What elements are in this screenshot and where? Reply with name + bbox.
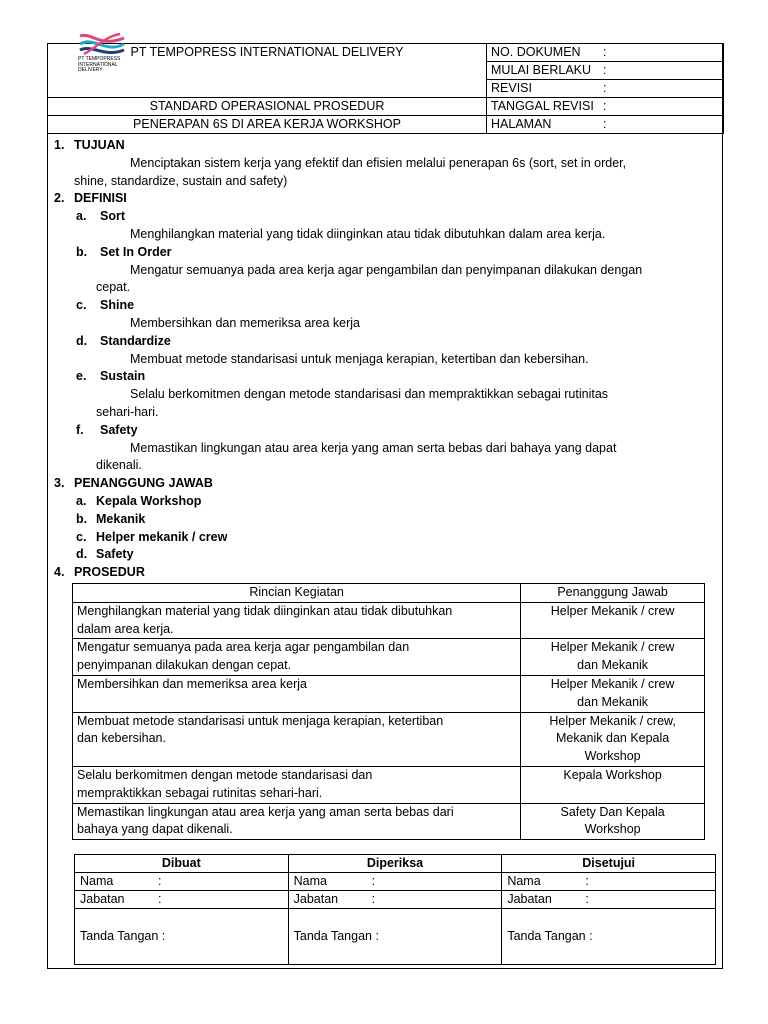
table-row: [73, 803, 705, 840]
disetujui-jabatan: Jabatan :: [502, 891, 716, 909]
column-dibuat: Dibuat: [75, 855, 289, 873]
dibuat-nama: Nama :: [75, 873, 289, 891]
diperiksa-nama: Nama :: [288, 873, 502, 891]
column-header-penanggung: Penanggung Jawab: [521, 584, 705, 603]
tujuan-text: Menciptakan sistem kerja yang efektif dan efisien melalui penerapan 6s (sort, set in order,: [130, 155, 627, 170]
disetujui-tanda-tangan: Tanda Tangan :: [502, 909, 716, 965]
rincian-kegiatan: Membuat metode standarisasi untuk menjaga kerapian, ketertiban dan kebersihan.: [73, 712, 521, 766]
definisi-text: sehari-hari.: [96, 404, 159, 419]
section-prosedur-heading: 4. PROSEDUR: [54, 565, 145, 580]
diperiksa-jabatan: Jabatan :: [288, 891, 502, 909]
penanggung-item: d. Safety: [76, 547, 134, 562]
column-diperiksa: Diperiksa: [288, 855, 502, 873]
penanggung-jawab: Safety Dan Kepala Workshop: [521, 803, 705, 840]
field-revisi: REVISI :: [487, 80, 724, 98]
definisi-text: Menghilangkan material yang tidak diinginkan atau tidak dibutuhkan dalam area kerja.: [130, 226, 606, 241]
penanggung-item: a. Kepala Workshop: [76, 493, 202, 508]
penanggung-jawab: Helper Mekanik / crew: [521, 602, 705, 639]
definisi-term: Standardize: [100, 333, 171, 348]
field-no-dokumen: NO. DOKUMEN :: [487, 44, 724, 62]
company-name: PT TEMPOPRESS INTERNATIONAL DELIVERY: [130, 45, 404, 59]
signature-table: [74, 854, 716, 965]
definisi-text: Selalu berkomitmen dengan metode standarisasi dan mempraktikkan sebagai rutinitas: [130, 387, 609, 402]
definisi-item: d. Standardize: [54, 333, 714, 351]
logo-text: PT TEMPOPRESS INTERNATIONAL DELIVERY: [78, 56, 121, 73]
definisi-term: Shine: [100, 298, 135, 313]
field-tanggal-revisi: TANGGAL REVISI :: [487, 98, 724, 116]
penanggung-jawab: Helper Mekanik / crew dan Mekanik: [521, 675, 705, 712]
section-penanggung-heading: 3. PENANGGUNG JAWAB: [54, 476, 213, 491]
definisi-item: a. Sort: [54, 208, 714, 226]
definisi-item: f. Safety: [54, 422, 714, 440]
field-halaman: HALAMAN :: [487, 116, 724, 134]
definisi-text: cepat.: [96, 280, 131, 295]
section-definisi-heading: 2. DEFINISI: [54, 191, 127, 206]
penanggung-item: b. Mekanik: [76, 511, 146, 526]
rincian-kegiatan: Selalu berkomitmen dengan metode standarisasi dan mempraktikkan sebagai rutinitas sehari-hari.: [73, 766, 521, 803]
rincian-kegiatan: Mengatur semuanya pada area kerja agar pengambilan dan penyimpanan dilakukan dengan cepat.: [73, 639, 521, 676]
sop-title: STANDARD OPERASIONAL PROSEDUR: [48, 98, 487, 116]
definisi-list: [54, 208, 714, 475]
sop-content: [54, 137, 714, 582]
definisi-text: Mengatur semuanya pada area kerja agar pengambilan dan penyimpanan dilakukan dengan: [130, 262, 643, 277]
penanggung-jawab: Helper Mekanik / crew dan Mekanik: [521, 639, 705, 676]
definisi-text: Memastikan lingkungan atau area kerja yang aman serta bebas dari bahaya yang dapat: [130, 440, 617, 455]
penanggung-jawab: Helper Mekanik / crew, Mekanik dan Kepala Workshop: [521, 712, 705, 766]
penanggung-jawab: Kepala Workshop: [521, 766, 705, 803]
table-row: [73, 766, 705, 803]
definisi-term: Sustain: [100, 369, 146, 384]
definisi-text: Membuat metode standarisasi untuk menjaga kerapian, ketertiban dan kebersihan.: [130, 351, 589, 366]
definisi-item: b. Set In Order: [54, 244, 714, 262]
table-row: [73, 712, 705, 766]
rincian-kegiatan: Menghilangkan material yang tidak diinginkan atau tidak dibutuhkan dalam area kerja.: [73, 602, 521, 639]
field-mulai-berlaku: MULAI BERLAKU :: [487, 62, 724, 80]
document-header: [47, 43, 724, 134]
disetujui-nama: Nama :: [502, 873, 716, 891]
sop-subject: PENERAPAN 6S DI AREA KERJA WORKSHOP: [48, 116, 487, 134]
dibuat-jabatan: Jabatan :: [75, 891, 289, 909]
definisi-item: c. Shine: [54, 297, 714, 315]
prosedur-table: [72, 583, 705, 840]
penanggung-list: [54, 493, 714, 564]
section-tujuan-heading: 1. TUJUAN: [54, 138, 125, 152]
penanggung-item: c. Helper mekanik / crew: [76, 529, 228, 544]
definisi-term: Safety: [100, 422, 138, 437]
definisi-text: Membersihkan dan memeriksa area kerja: [130, 315, 360, 330]
definisi-item: e. Sustain: [54, 368, 714, 386]
column-disetujui: Disetujui: [502, 855, 716, 873]
definisi-text: dikenali.: [96, 458, 142, 473]
column-header-rincian: Rincian Kegiatan: [73, 584, 521, 603]
definisi-term: Sort: [100, 209, 125, 224]
tujuan-text-cont: shine, standardize, sustain and safety): [74, 173, 288, 188]
definisi-term: Set In Order: [100, 244, 172, 259]
rincian-kegiatan: Membersihkan dan memeriksa area kerja: [73, 675, 521, 712]
dibuat-tanda-tangan: Tanda Tangan :: [75, 909, 289, 965]
table-row: [73, 639, 705, 676]
diperiksa-tanda-tangan: Tanda Tangan :: [288, 909, 502, 965]
table-row: [73, 602, 705, 639]
table-row: [73, 675, 705, 712]
rincian-kegiatan: Memastikan lingkungan atau area kerja yang aman serta bebas dari bahaya yang dapat dikenali.: [73, 803, 521, 840]
